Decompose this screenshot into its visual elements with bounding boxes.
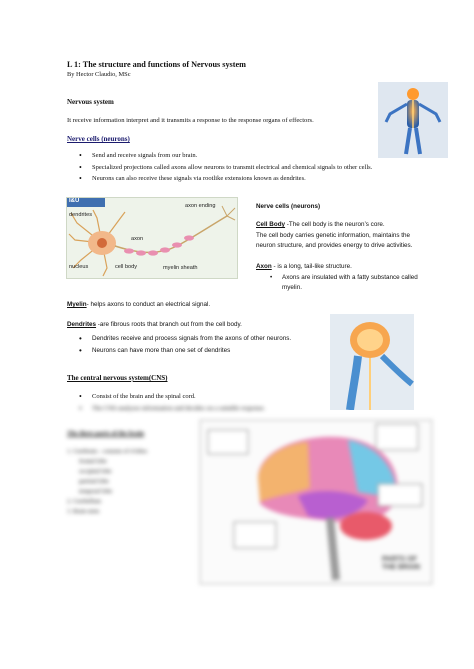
list-item: occipital lobe	[79, 469, 112, 475]
label-nucleus: nucleus	[69, 264, 89, 270]
list-item: • Consist of the brain and the spinal cord.	[67, 391, 367, 403]
dendrites-term: Dendrites	[67, 321, 97, 328]
brain-parts-list	[67, 447, 187, 517]
side-nerve-cells-heading: Nerve cells (neurons)	[256, 203, 321, 210]
brain-parts-heading: The three parts of the brain	[67, 430, 144, 437]
nervous-system-heading: Nervous system	[67, 98, 114, 106]
axon-term: Axon	[256, 263, 272, 270]
list-item: 1. Cerebrum – consists of 4 lobes	[67, 449, 148, 455]
brain-diagram-title: PARTS OF THE BRAIN	[382, 556, 421, 571]
list-item: 2. Cerebellum	[67, 499, 101, 505]
dendrites-description	[67, 321, 242, 328]
label-cell-body: cell body	[115, 264, 138, 270]
nerve-cells-heading: Nerve cells (neurons)	[67, 135, 130, 143]
myelin-description	[67, 301, 210, 308]
cns-list	[67, 391, 367, 414]
list-item: • Neurons can have more than one set of dendrites	[67, 345, 347, 357]
cell-body-line: neuron structure, and provides energy to drive activities.	[256, 242, 413, 249]
label-myelin-sheath: myelin sheath	[163, 265, 198, 271]
neuron-figure-logo: I&U	[69, 198, 80, 204]
label-axon: axon	[131, 236, 144, 242]
document-author: By Hector Claudio, MSc	[67, 71, 131, 78]
list-item: • The CNS analyzes information and decides on a suitable response.	[67, 403, 367, 415]
axon-description	[256, 262, 441, 294]
axon-text: - is a long, tail-like structure.	[271, 263, 352, 270]
dendrites-list	[67, 333, 347, 356]
cns-heading: The central nervous system(CNS)	[67, 374, 168, 382]
list-item: 3. Brain stem	[67, 509, 100, 515]
cell-body-description	[256, 220, 436, 252]
cell-body-text: -The cell body is the neuron’s core.	[285, 221, 385, 228]
document-title: L 1: The structure and functions of Nervous system	[67, 60, 246, 69]
list-item: • Specialized projections called axons allow neurons to transmit electrical and chemical signals to other cells.	[67, 162, 437, 174]
axon-bullet-continued: myelin.	[282, 284, 302, 291]
label-dendrites: dendrites	[69, 212, 93, 218]
brain-parts-section	[67, 430, 187, 517]
list-item: frontal lobe	[79, 459, 107, 465]
cell-body-term: Cell Body	[256, 221, 286, 228]
axon-bullet: • Axons are insulated with a fatty substance called	[256, 273, 441, 284]
myelin-term: Myelin	[67, 301, 87, 308]
myelin-text: - helps axons to conduct an electrical signal.	[86, 301, 211, 308]
nervous-system-body-image	[378, 82, 448, 158]
nervous-system-intro: It receive information interpret and it transmits a response to the response organs of effectors.	[67, 117, 314, 124]
nerve-cells-list	[67, 150, 437, 185]
list-item: • Send and receive signals from our brain.	[67, 150, 437, 162]
brain-diagram	[198, 418, 434, 586]
list-item: • Neurons can also receive these signals via rootlike extensions known as dendrites.	[67, 173, 437, 185]
list-item: temporal lobe	[79, 489, 113, 495]
neuron-diagram	[66, 197, 238, 279]
cell-body-line: The cell body carries genetic information, maintains the	[256, 231, 411, 239]
list-item: parietal lobe	[79, 479, 109, 485]
list-item: • Dendrites receive and process signals from the axons of other neurons.	[67, 333, 347, 345]
dendrites-text: -are fibrous roots that branch out from the cell body.	[96, 321, 242, 328]
label-axon-ending: axon ending	[185, 203, 216, 209]
